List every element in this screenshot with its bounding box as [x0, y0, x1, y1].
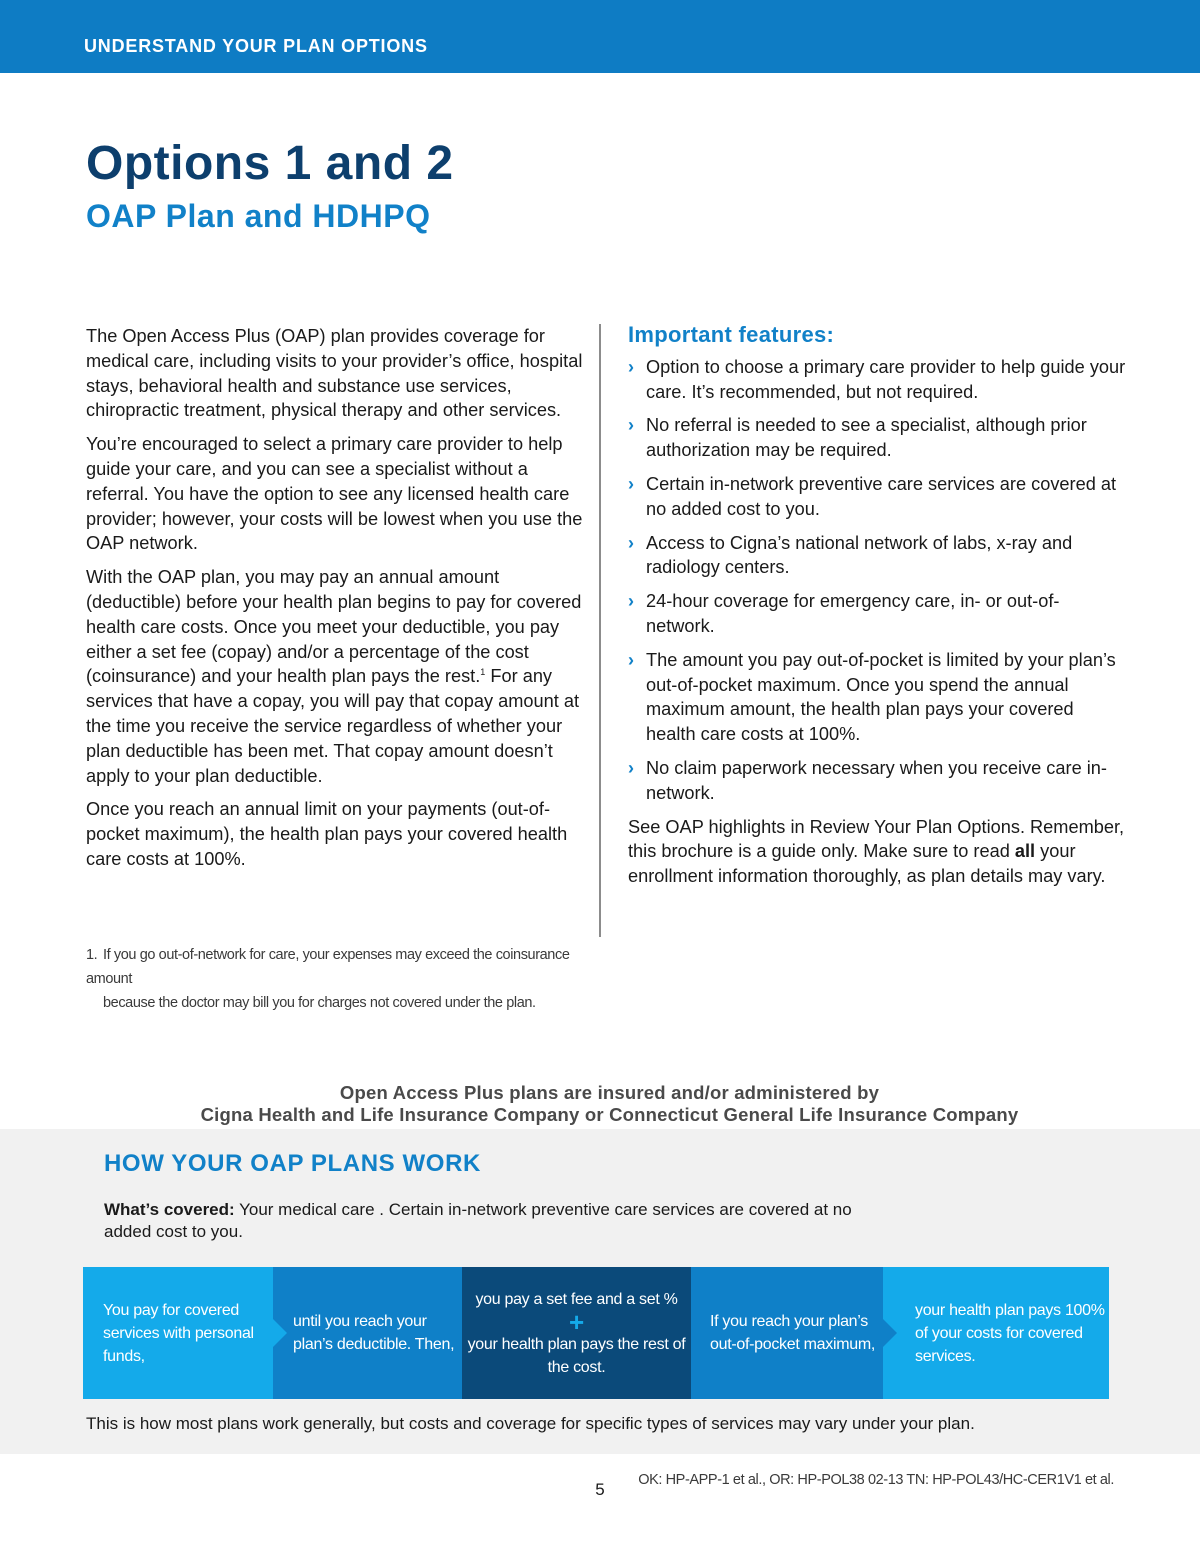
general-note: This is how most plans work generally, but costs and coverage for specific types of services may vary under your plan. [86, 1414, 975, 1433]
right-column [628, 323, 1128, 889]
flow-step-deductible [273, 1267, 462, 1399]
feature-item [628, 648, 1128, 747]
footnote-number: 1. [86, 947, 98, 963]
flow-step-plan-pays-100 [883, 1267, 1109, 1399]
feature-text: Certain in-network preventive care services are covered at no added cost to you. [646, 473, 1117, 519]
feature-text: Option to choose a primary care provider to help guide your care. It’s recommended, but not required. [646, 356, 1126, 402]
whats-covered-label: What’s covered: [104, 1200, 235, 1219]
intro-paragraph: The Open Access Plus (OAP) plan provides coverage for medical care, including visits to your provider’s office, hospital stays, behavioral health and substance use services, chiropractic treatment, physical therapy and other services. [86, 326, 583, 421]
plan-flow-diagram [83, 1267, 1109, 1399]
feature-text: The amount you pay out-of-pocket is limited by your plan’s out-of-pocket maximum. Once you spend the annual maximum amount, the health plan pays your covered health care costs at 100%. [646, 649, 1116, 745]
form-codes: OK: HP-APP-1 et al., OR: HP-POL38 02-13 TN: HP-POL43/HC-CER1V1 et al. [638, 1472, 1114, 1488]
footnote-ref: 1 [480, 667, 486, 678]
chevron-right-icon: › [628, 356, 634, 377]
chevron-right-icon: › [628, 473, 634, 494]
whats-covered-text: Your medical care . Certain in-network preventive care services are covered at no added cost to you. [104, 1200, 852, 1241]
feature-item [628, 756, 1128, 806]
page-subtitle: OAP Plan and HDHPQ [86, 198, 431, 234]
left-column [86, 324, 584, 881]
flow-step-content [462, 1288, 691, 1379]
features-heading: Important features: [628, 322, 835, 347]
flow-step-text: You pay for covered services with personal funds, [103, 1301, 254, 1365]
feature-item [628, 589, 1128, 639]
section-label: UNDERSTAND YOUR PLAN OPTIONS [84, 36, 428, 56]
flow-step-personal-funds [83, 1267, 273, 1399]
closing-text-end: your enrollment information thoroughly, as plan details may vary. [628, 841, 1106, 887]
feature-text: 24-hour coverage for emergency care, in- or out-of-network. [646, 591, 1060, 636]
chevron-right-icon: › [628, 532, 634, 553]
flow-step-oop-max [691, 1267, 883, 1399]
how-it-works-title: HOW YOUR OAP PLANS WORK [104, 1150, 481, 1177]
flow-step-text: your health plan pays 100% of your costs for covered services. [915, 1301, 1105, 1365]
feature-item [628, 413, 1128, 463]
chevron-right-icon: › [628, 415, 634, 436]
page-number: 5 [595, 1480, 605, 1499]
pcp-paragraph: You’re encouraged to select a primary care provider to help guide your care, and you can see a specialist without a referral. You have the option to see any licensed health care provider; however, your costs will be lowest when you use the OAP network. [86, 434, 583, 554]
deductible-paragraph [86, 565, 584, 788]
column-divider [599, 324, 601, 937]
oop-paragraph: Once you reach an annual limit on your payments (out-of-pocket maximum), the health plan pays your covered health care costs at 100%. [86, 799, 568, 869]
copay-text: For any services that have a copay, you will pay that copay amount at the time you receive the service regardless of whether your plan deductible has been met. That copay amount doesn’t apply to your plan deductible. [86, 666, 580, 786]
page-title: Options 1 and 2 [86, 137, 454, 190]
admin-notice [0, 1082, 1200, 1126]
chevron-right-icon: › [628, 591, 634, 612]
chevron-right-icon: › [628, 757, 634, 778]
feature-item [628, 472, 1128, 522]
closing-bold: all [1014, 841, 1036, 862]
flow-step-text: you pay a set fee and a set % [475, 1290, 678, 1308]
admin-notice-line: Open Access Plus plans are insured and/or administered by [339, 1082, 880, 1103]
feature-item [628, 531, 1128, 581]
feature-item [628, 355, 1128, 405]
flow-step-text: If you reach your plan’s out-of-pocket maximum, [710, 1313, 876, 1353]
footnote-line [86, 943, 606, 991]
closing-text: See OAP highlights in Review Your Plan Options. Remember, this brochure is a guide only. Make sure to read [628, 816, 1125, 862]
arrow-right-icon [883, 1319, 897, 1347]
arrow-right-icon [273, 1319, 287, 1347]
whats-covered [104, 1199, 864, 1243]
plus-icon: + [569, 1306, 584, 1337]
feature-text: No referral is needed to see a specialist, although prior authorization may be required. [646, 415, 1087, 461]
flow-step-text: until you reach your plan’s deductible. Then, [293, 1313, 455, 1353]
deductible-text: With the OAP plan, you may pay an annual amount (deductible) before your health plan begins to pay for covered health care costs. Once you meet your deductible, you pay either a set fee (copay) and/or a percentage of the cost (coinsurance) and your health plan pays the rest. [86, 567, 582, 687]
closing-paragraph [628, 815, 1128, 889]
flow-step-cost-sharing [462, 1267, 691, 1399]
flow-step-text: your health plan pays the rest of the cost. [467, 1335, 686, 1376]
header-band [0, 0, 1200, 73]
chevron-right-icon: › [628, 649, 634, 670]
admin-notice-line: Cigna Health and Life Insurance Company or Connecticut General Life Insurance Company [200, 1104, 1019, 1125]
footnote-text: If you go out-of-network for care, your expenses may exceed the coinsurance amount [86, 947, 570, 987]
feature-text: No claim paperwork necessary when you receive care in-network. [646, 757, 1107, 803]
footnote [86, 943, 606, 1015]
footnote-text-continued: because the doctor may bill you for charges not covered under the plan. [103, 995, 536, 1011]
feature-text: Access to Cigna’s national network of labs, x-ray and radiology centers. [646, 532, 1073, 578]
